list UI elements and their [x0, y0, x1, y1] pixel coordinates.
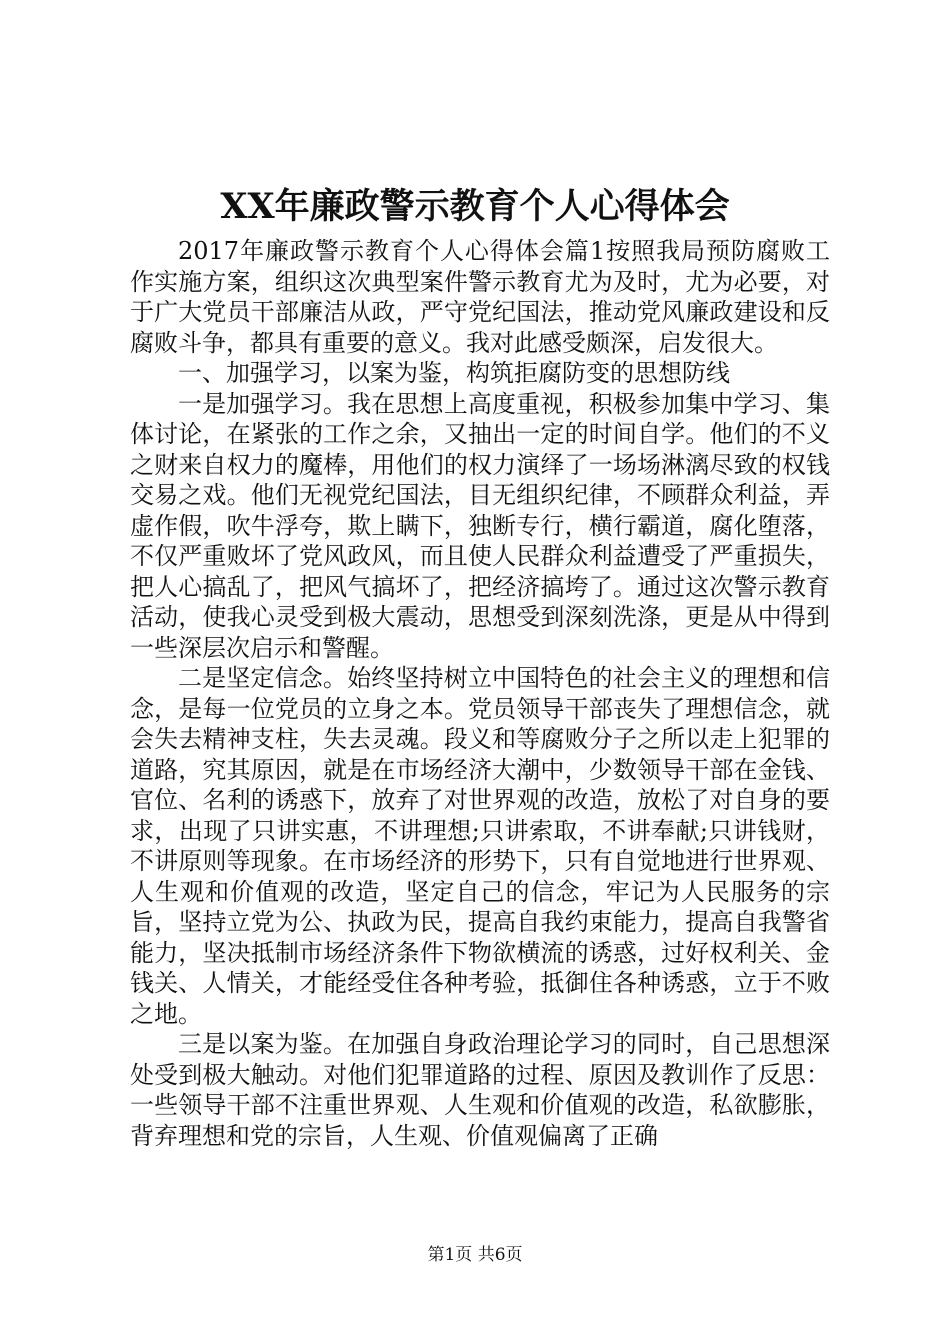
paragraph-intro: 2017年廉政警示教育个人心得体会篇1按照我局预防腐败工作实施方案，组织这次典型案件警示教育尤为及时，尤为必要，对于广大党员干部廉洁从政，严守党纪国法，推动党风廉政建设和反腐败斗争，都具有重要的意义。我对此感受颇深，启发很大。 — [130, 237, 830, 357]
section-heading: 一、加强学习，以案为鉴，构筑拒腐防变的思想防线 — [178, 359, 730, 387]
document-title: XX年廉政警示教育个人心得体会 — [220, 186, 730, 227]
document-body — [130, 236, 830, 1151]
paragraph-belief: 二是坚定信念。始终坚持树立中国特色的社会主义的理想和信念，是每一位党员的立身之本。党员领导干部丧失了理想信念，就会失去精神支柱，失去灵魂。段义和等腐败分子之所以走上犯罪的道路，究其原因，就是在市场经济大潮中，少数领导干部在金钱、官位、名利的诱惑下，放弃了对世界观的改造，放松了对自身的要求，出现了只讲实惠，不讲理想;只讲索取，不讲奉献;只讲钱财，不讲原则等现象。在市场经济的形势下，只有自觉地进行世界观、人生观和价值观的改造，坚定自己的信念，牢记为人民服务的宗旨，坚持立党为公、执政为民，提高自我约束能力，提高自我警省能力，坚决抵制市场经济条件下物欲横流的诱惑，过好权利关、金钱关、人情关，才能经受住各种考验，抵御住各种诱惑，立于不败之地。 — [130, 664, 830, 1028]
page-footer: 第1页 共6页 — [427, 1245, 523, 1265]
paragraph-study: 一是加强学习。我在思想上高度重视，积极参加集中学习、集体讨论，在紧张的工作之余，又抽出一定的时间自学。他们的不义之财来自权力的魔棒，用他们的权力演绎了一场场淋漓尽致的权钱交易之戏。他们无视党纪国法，目无组织纪律，不顾群众利益，弄虚作假，吹牛浮夸，欺上瞒下，独断专行，横行霸道，腐化堕落，不仅严重败坏了党风政风，而且使人民群众利益遭受了严重损失，把人心搞乱了，把风气搞坏了，把经济搞垮了。通过这次警示教育活动，使我心灵受到极大震动，思想受到深刻洗涤，更是从中得到一些深层次启示和警醒。 — [130, 389, 830, 662]
paragraph-lesson: 三是以案为鉴。在加强自身政治理论学习的同时，自己思想深处受到极大触动。对他们犯罪道路的过程、原因及教训作了反思：一些领导干部不注重世界观、人生观和价值观的改造，私欲膨胀，背弃理想和党的宗旨，人生观、价值观偏离了正确 — [130, 1030, 830, 1150]
